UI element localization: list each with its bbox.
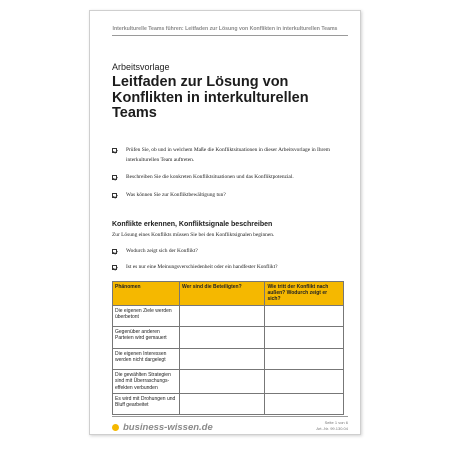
checkbox-icon <box>112 148 117 153</box>
brand-dot-icon <box>112 424 119 431</box>
checklist-item <box>112 191 347 201</box>
checklist-item <box>112 146 347 165</box>
table-row <box>113 327 344 349</box>
phenomenon-cell: Die gewählten Strategien sind mit Überraschungs-effekten verbunden <box>113 370 180 394</box>
column-header: Phänomen <box>113 282 180 306</box>
question-text: Wodurch zeigt sich der Konflikt? <box>126 248 198 254</box>
manifestation-cell[interactable] <box>265 305 344 327</box>
section-intro: Zur Lösung eines Konflikts müssen Sie bei den Konfliktsignalen beginnen. <box>112 232 275 238</box>
participants-cell[interactable] <box>179 393 264 415</box>
question-text: Ist es nur eine Meinungsverschiedenheit oder ein handfester Konflikt? <box>126 263 278 270</box>
checklist-item-text: Was können Sie zur Konfliktbewältigung tun? <box>126 191 226 198</box>
footer-divider <box>112 416 348 417</box>
table-header-row <box>113 282 344 306</box>
manifestation-cell[interactable] <box>265 327 344 349</box>
phenomenon-cell: Die eigenen Interessen werden nicht dargelegt <box>113 348 180 370</box>
checkbox-icon <box>112 193 117 198</box>
participants-cell[interactable] <box>179 348 264 370</box>
page-number: Seite 1 von 6 <box>324 420 348 425</box>
running-header: Interkulturelle Teams führen: Leitfaden zur Lösung von Konflikten in interkulturellen Teams <box>112 26 338 32</box>
question-item <box>112 263 347 273</box>
table-row <box>113 393 344 415</box>
participants-cell[interactable] <box>179 370 264 394</box>
phenomenon-cell: Gegenüber anderen Parteien wird gemauert <box>113 327 180 349</box>
table-row <box>113 370 344 394</box>
footer-meta <box>316 420 348 431</box>
checklist-item-text: Prüfen Sie, ob und in welchem Maße die Konfliktsituationen in dieser Arbeitsvorlage in Ihrem interkulturellen Team auftreten. <box>126 147 330 163</box>
checkbox-icon <box>112 175 117 180</box>
table-row <box>113 305 344 327</box>
checkbox-icon <box>112 265 117 270</box>
column-header: Wer sind die Beteiligten? <box>179 282 264 306</box>
manifestation-cell[interactable] <box>265 348 344 370</box>
participants-cell[interactable] <box>179 305 264 327</box>
document-kicker: Arbeitsvorlage <box>112 62 170 72</box>
article-number: Art.-Nr. 99.130.04 <box>316 425 348 431</box>
column-header: Wie tritt der Konflikt nach außen? Wodurch zeigt er sich? <box>265 282 344 306</box>
document-title: Leitfaden zur Lösung von Konflikten in interkulturellen Teams <box>112 74 309 121</box>
checklist-item <box>112 173 347 183</box>
participants-cell[interactable] <box>179 327 264 349</box>
phenomenon-cell: Es wird mit Drohungen und Bluff gearbeitet <box>113 393 180 415</box>
checklist-item-text: Beschreiben Sie die konkreten Konfliktsituationen und das Konfliktpotenzial. <box>126 174 294 180</box>
header-divider <box>112 35 348 36</box>
table-row <box>113 348 344 370</box>
conflict-table <box>112 281 344 415</box>
section-heading: Konflikte erkennen, Konfliktsignale beschreiben <box>112 221 273 228</box>
checklist <box>112 146 347 208</box>
manifestation-cell[interactable] <box>265 370 344 394</box>
phenomenon-cell: Die eigenen Ziele werden überbetont <box>113 305 180 327</box>
brand-logo[interactable]: business-wissen.de <box>123 422 213 433</box>
document-page <box>89 10 361 435</box>
question-list <box>112 247 347 278</box>
manifestation-cell[interactable] <box>265 393 344 415</box>
checkbox-icon <box>112 249 117 254</box>
question-item <box>112 247 347 257</box>
